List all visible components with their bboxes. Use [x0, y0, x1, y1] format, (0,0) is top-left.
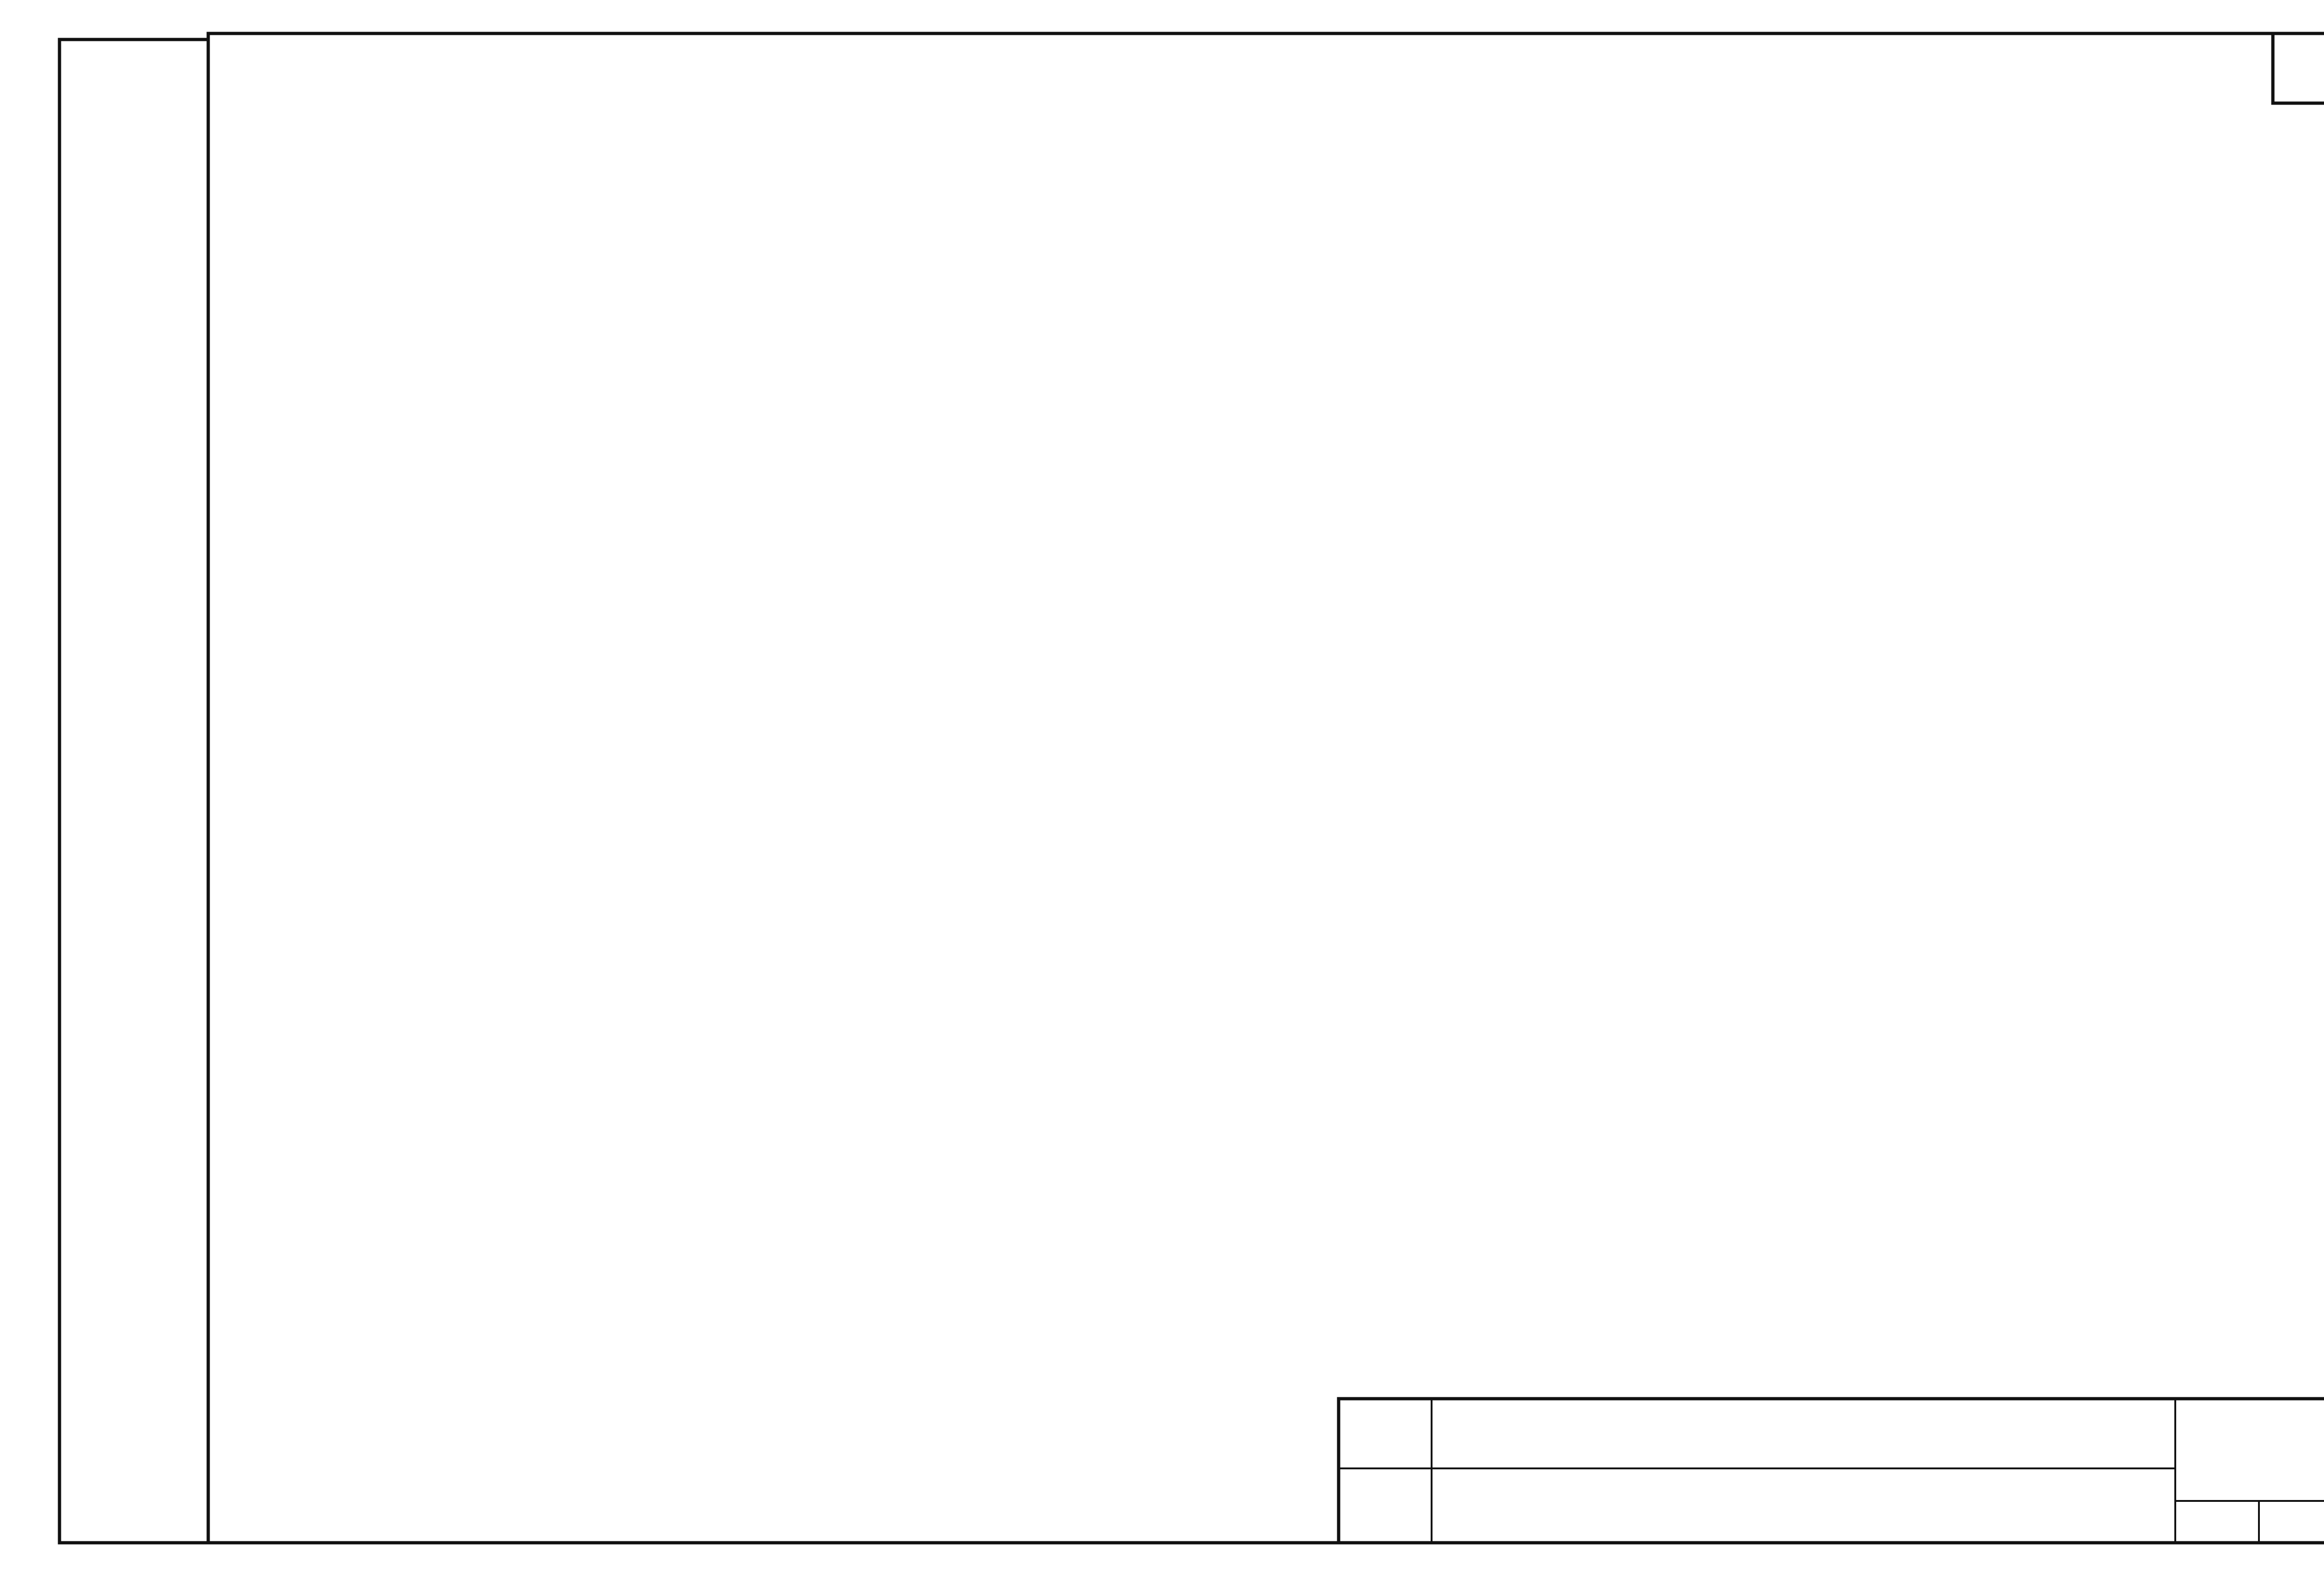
- stamp-frame: [59, 39, 208, 1543]
- sheet-frame: [208, 33, 2324, 1543]
- left-stamp: [59, 39, 208, 1543]
- sheet-number-box: [2273, 33, 2324, 103]
- title-block: [1339, 1399, 2324, 1543]
